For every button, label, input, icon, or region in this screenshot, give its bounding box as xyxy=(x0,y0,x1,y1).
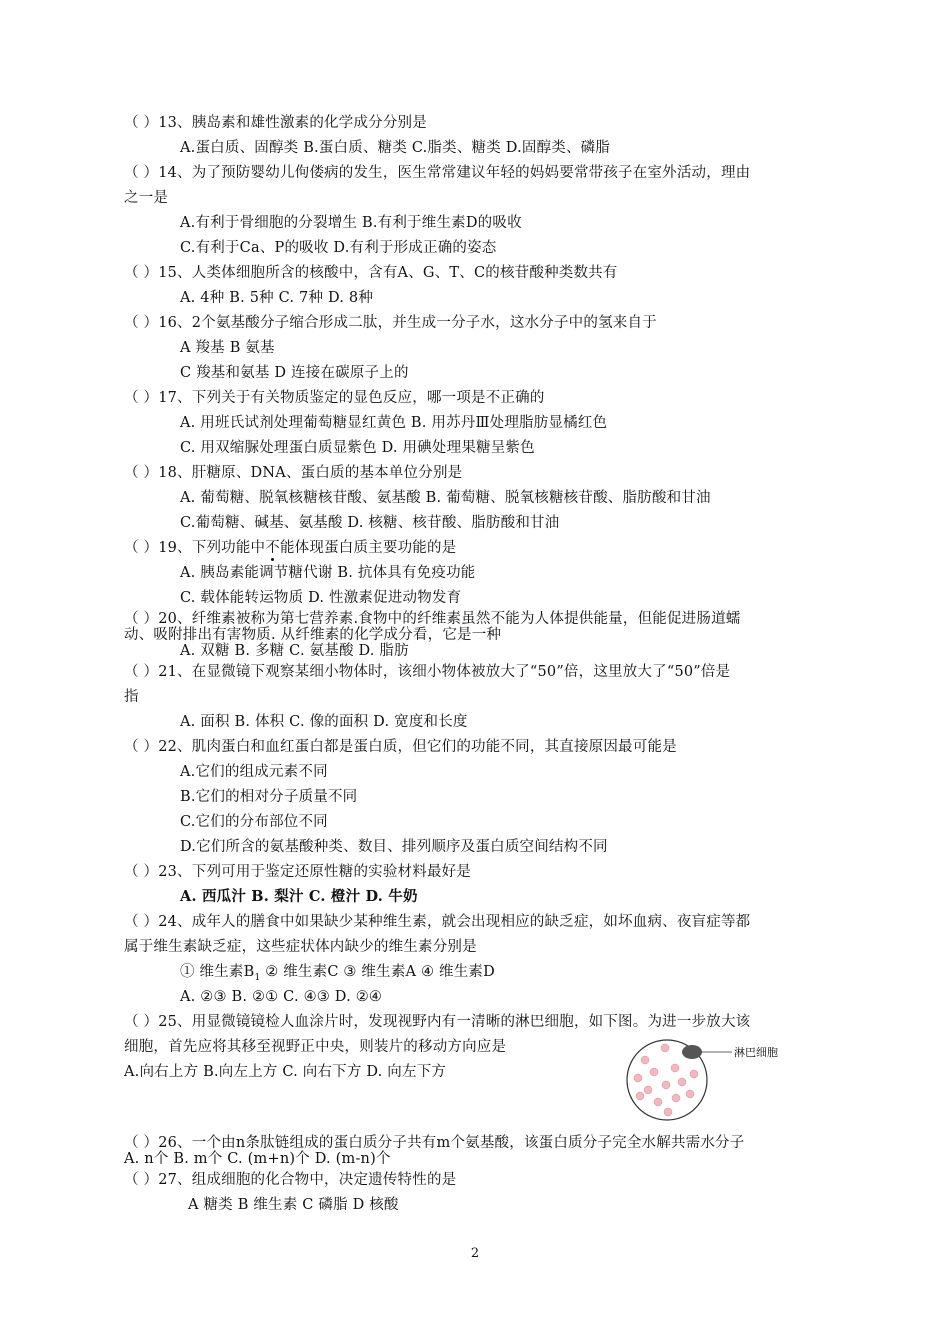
lymphocyte-cell xyxy=(682,1045,702,1059)
rbc xyxy=(636,1092,644,1100)
question-24-items xyxy=(180,962,495,988)
question-19-options-cd: C. 载体能转运物质 D. 性激素促进动物发育 xyxy=(180,590,462,606)
question-20-options: A. 双糖 B. 多糖 C. 氨基酸 D. 脂肪 xyxy=(180,643,409,659)
question-19 xyxy=(124,538,456,558)
rbc xyxy=(661,1044,669,1052)
microscope-field-svg xyxy=(620,1030,790,1130)
rbc xyxy=(662,1081,670,1089)
page-number: 2 xyxy=(470,1246,480,1261)
question-22-option-a: A.它们的组成元素不同 xyxy=(180,764,328,780)
vitamin-b1-subscript: 1 xyxy=(254,972,261,983)
lymphocyte-label: 淋巴细胞 xyxy=(734,1046,778,1059)
question-14-options-cd: C.有利于Ca、P的吸收 D.有利于形成正确的姿态 xyxy=(180,240,497,256)
question-19-options-ab: A. 胰岛素能调节糖代谢 B. 抗体具有免疫功能 xyxy=(180,565,476,581)
question-16-options-ab: A 羧基 B 氨基 xyxy=(180,340,275,356)
question-20: （ ）20、纤维素被称为第七营养素.食物中的纤维素虽然不能为人体提供能量，但能促进肠道蠕 xyxy=(124,611,741,627)
question-23: （ ）23、下列可用于鉴定还原性糖的实验材料最好是 xyxy=(124,864,472,880)
question-24-options: A. ②③ B. ②① C. ④③ D. ②④ xyxy=(180,989,383,1005)
question-13-options: A.蛋白质、固醇类 B.蛋白质、糖类 C.脂类、糖类 D.固醇类、磷脂 xyxy=(180,140,611,156)
question-25: （ ）25、用显微镜镜检人血涂片时，发现视野内有一清晰的淋巴细胞，如下图。为进一步放大该 xyxy=(124,1014,751,1030)
question-19-part2: 能体现蛋白质主要功能的是 xyxy=(279,540,457,556)
rbc xyxy=(686,1090,694,1098)
question-21: （ ）21、在显微镜下观察某细小物体时，该细小物体被放大了“50”倍，这里放大了“50”倍是 xyxy=(124,664,731,680)
question-14-cont: 之一是 xyxy=(124,190,169,206)
question-20-cont: 动、吸附排出有害物质. 从纤维素的化学成分看，它是一种 xyxy=(124,627,502,643)
question-27-options: A 糖类 B 维生素 C 磷脂 D 核酸 xyxy=(188,1197,399,1213)
lymphocyte-figure xyxy=(620,1030,790,1130)
question-15-options: A. 4种 B. 5种 C. 7种 D. 8种 xyxy=(180,290,374,306)
question-16-options-cd: C 羧基和氨基 D 连接在碳原子上的 xyxy=(180,365,409,381)
rbc xyxy=(690,1070,698,1078)
vitamin-items-rest: ② 维生素C ③ 维生素A ④ 维生素D xyxy=(260,964,495,980)
question-17-options-cd: C. 用双缩脲处理蛋白质显紫色 D. 用碘处理果糖呈紫色 xyxy=(180,440,535,456)
question-21-cont: 指 xyxy=(124,689,139,705)
rbc xyxy=(671,1064,679,1072)
vitamin-b1-label: ① 维生素B xyxy=(180,964,255,980)
question-22-option-b: B.它们的相对分子质量不同 xyxy=(180,789,358,805)
rbc xyxy=(650,1068,658,1076)
question-14: （ ）14、为了预防婴幼儿佝偻病的发生，医生常常建议年轻的妈妈要常带孩子在室外活动，理由 xyxy=(124,165,751,181)
question-21-options: A. 面积 B. 体积 C. 像的面积 D. 宽度和长度 xyxy=(180,714,468,730)
rbc xyxy=(654,1098,662,1106)
question-22-option-c: C.它们的分布部位不同 xyxy=(180,814,328,830)
rbc xyxy=(644,1086,652,1094)
question-24: （ ）24、成年人的膳食中如果缺少某种维生素，就会出现相应的缺乏症，如坏血病、夜盲症等都 xyxy=(124,914,751,930)
rbc xyxy=(641,1056,649,1064)
question-24-cont: 属于维生素缺乏症，这些症状体内缺少的维生素分别是 xyxy=(124,939,477,955)
question-17: （ ）17、下列关于有关物质鉴定的显色反应，哪一项是不正确的 xyxy=(124,390,545,406)
question-18-options-cd: C.葡萄糖、碱基、氨基酸 D. 核糖、核苷酸、脂肪酸和甘油 xyxy=(180,515,560,531)
rbc xyxy=(664,1108,672,1116)
question-25-options: A.向右上方 B.向左上方 C. 向右下方 D. 向左下方 xyxy=(124,1064,447,1080)
question-22: （ ）22、肌肉蛋白和血红蛋白都是蛋白质，但它们的功能不同，其直接原因最可能是 xyxy=(124,739,677,755)
question-17-options-ab: A. 用班氏试剂处理葡萄糖显红黄色 B. 用苏丹Ⅲ处理脂肪显橘红色 xyxy=(180,415,608,431)
rbc xyxy=(678,1078,686,1086)
question-16: （ ）16、2个氨基酸分子缩合形成二肽，并生成一分子水，这水分子中的氢来自于 xyxy=(124,315,657,331)
question-18-options-ab: A. 葡萄糖、脱氧核糖核苷酸、氨基酸 B. 葡萄糖、脱氧核糖核苷酸、脂肪酸和甘油 xyxy=(180,490,711,506)
question-23-options: A. 西瓜汁 B. 梨汁 C. 橙汁 D. 牛奶 xyxy=(180,888,418,905)
question-19-emphasis: 不 xyxy=(265,540,280,556)
question-18: （ ）18、肝糖原、DNA、蛋白质的基本单位分别是 xyxy=(124,465,463,481)
rbc xyxy=(672,1094,680,1102)
question-14-options-ab: A.有利于骨细胞的分裂增生 B.有利于维生素D的吸收 xyxy=(180,215,522,231)
question-25-cont: 细胞，首先应将其移至视野正中央，则装片的移动方向应是 xyxy=(124,1039,507,1055)
question-27: （ ）27、组成细胞的化合物中，决定遗传特性的是 xyxy=(124,1172,457,1188)
question-13: （ ）13、胰岛素和雄性激素的化学成分分别是 xyxy=(124,115,427,131)
question-26-options: A. n个 B. m个 C. (m+n)个 D. (m-n)个 xyxy=(124,1151,391,1167)
question-15: （ ）15、人类体细胞所含的核酸中，含有A、G、T、C的核苷酸种类数共有 xyxy=(124,265,618,281)
question-22-option-d: D.它们所含的氨基酸种类、数目、排列顺序及蛋白质空间结构不同 xyxy=(180,839,608,855)
question-19-part1: （ ）19、下列功能中 xyxy=(124,540,266,556)
rbc xyxy=(634,1074,642,1082)
question-26: （ ）26、一个由n条肽链组成的蛋白质分子共有m个氨基酸，该蛋白质分子完全水解共需水分子 xyxy=(124,1135,745,1151)
